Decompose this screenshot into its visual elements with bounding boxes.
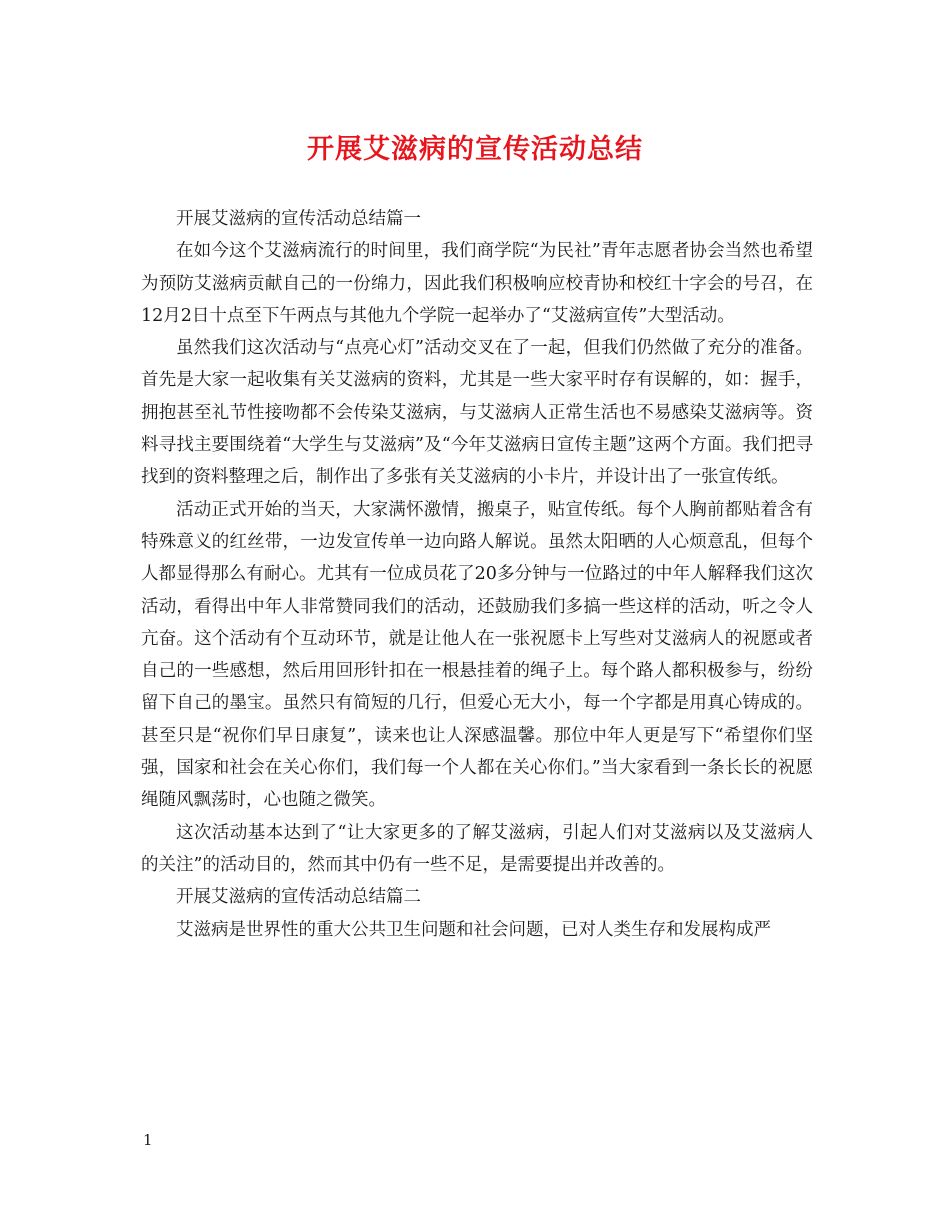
document-body — [141, 203, 813, 946]
paragraph-3: 虽然我们这次活动与“点亮心灯”活动交叉在了一起，但我们仍然做了充分的准备。首先是大家一起收集有关艾滋病的资料，尤其是一些大家平时存有误解的，如：握手，拥抱甚至礼节性接吻都不会传染艾滋病，与艾滋病人正常生活也不易感染艾滋病等。资料寻找主要围绕着“大学生与艾滋病”及“今年艾滋病日宣传主题”这两个方面。我们把寻找到的资料整理之后，制作出了多张有关艾滋病的小卡片，并设计出了一张宣传纸。 — [141, 338, 813, 488]
paragraph-1: 开展艾滋病的宣传活动总结篇一 — [176, 209, 421, 229]
page-number: 1 — [143, 1131, 153, 1149]
paragraph-4: 活动正式开始的当天，大家满怀激情，搬桌子，贴宣传纸。每个人胸前都贴着含有特殊意义的红丝带，一边发宣传单一边向路人解说。虽然太阳晒的人心烦意乱，但每个人都显得那么有耐心。尤其有一位成员花了20多分钟与一位路过的中年人解释我们这次活动，看得出中年人非常赞同我们的活动，还鼓励我们多搞一些这样的活动，听之令人亢奋。这个活动有个互动环节，就是让他人在一张祝愿卡上写些对艾滋病人的祝愿或者自己的一些感想，然后用回形针扣在一根悬挂着的绳子上。每个路人都积极参与，纷纷留下自己的墨宝。虽然只有简短的几行，但爱心无大小，每一个字都是用真心铸成的。甚至只是“祝你们早日康复”，读来也让人深感温馨。那位中年人更是写下“希望你们坚强，国家和社会在关心你们，我们每一个人都在关心你们。”当大家看到一条长长的祝愿绳随风飘荡时，心也随之微笑。 — [141, 499, 813, 811]
paragraph-6: 开展艾滋病的宣传活动总结篇二 — [176, 887, 421, 908]
paragraph-5: 这次活动基本达到了“让大家更多的了解艾滋病，引起人们对艾滋病以及艾滋病人的关注”的活动目的，然而其中仍有一些不足，是需要提出并改善的。 — [141, 822, 813, 875]
document-title: 开展艾滋病的宣传活动总结 — [307, 134, 643, 165]
paragraph-7: 艾滋病是世界性的重大公共卫生问题和社会问题，已对人类生存和发展构成严 — [176, 919, 771, 940]
paragraph-2: 在如今这个艾滋病流行的时间里，我们商学院“为民社”青年志愿者协会当然也希望为预防艾滋病贡献自己的一份绵力，因此我们积极响应校青协和校红十字会的号召，在12月2日十点至下午两点与其他九个学院一起举办了“艾滋病宣传”大型活动。 — [141, 241, 813, 326]
